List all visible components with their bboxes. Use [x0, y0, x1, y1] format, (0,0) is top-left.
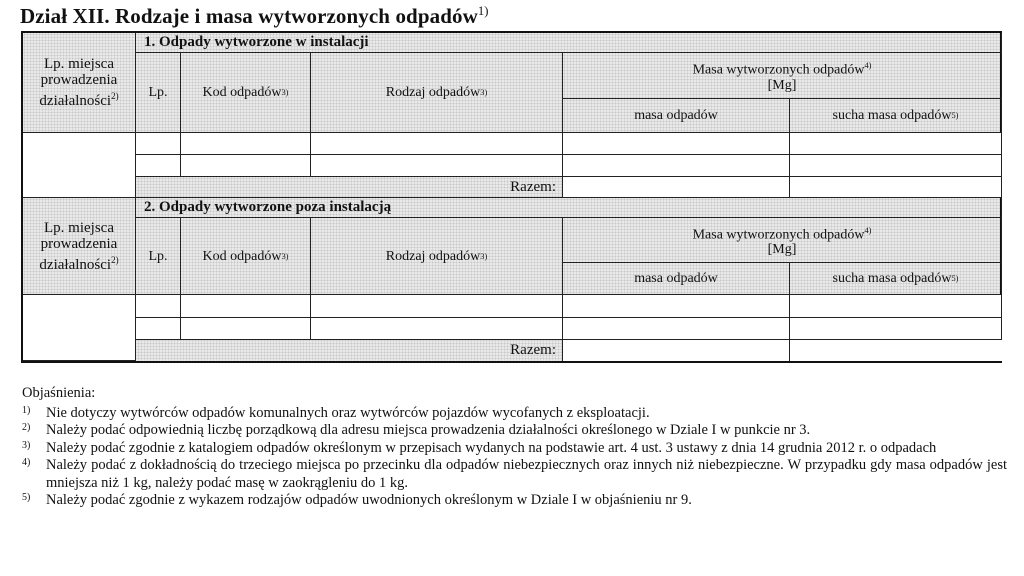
- row1-kod-input[interactable]: [181, 133, 311, 155]
- col-sucha-2: sucha masa odpadów 5): [790, 263, 1002, 295]
- row4-sucha-input[interactable]: [790, 318, 1002, 340]
- explanation-number: 3): [22, 439, 31, 451]
- explanation-number: 4): [22, 457, 31, 468]
- row1-masa-input[interactable]: [563, 133, 790, 155]
- col-kod-2: Kod odpadów 3): [181, 218, 311, 295]
- row3-lp-input[interactable]: [136, 295, 181, 318]
- explanation-item: [22, 422, 1007, 440]
- row3-rodzaj-input[interactable]: [311, 295, 563, 318]
- row2-rodzaj-input[interactable]: [311, 155, 563, 177]
- row2-masa-input[interactable]: [563, 155, 790, 177]
- col-kod-1: Kod odpadów 3): [181, 53, 311, 133]
- row4-lp-input[interactable]: [136, 318, 181, 340]
- explanation-item: [22, 440, 1007, 458]
- row4-kod-input[interactable]: [181, 318, 311, 340]
- col-masa-1: Masa wytworzonych odpadów$^{4)}$ [Mg]: [563, 53, 1002, 99]
- explanation-number: 1): [22, 404, 31, 416]
- title-footnote-ref: 1): [477, 4, 489, 18]
- explanation-text: Należy podać zgodnie z katalogiem odpadów określonym w przepisach wydanych na podstawie art. 4 ust. 3 ustawy z dnia 14 grudnia 2012 r. o odpadach: [46, 439, 937, 456]
- col-rodzaj-1: Rodzaj odpadów 3): [311, 53, 563, 133]
- explanations-heading: Objaśnienia:: [22, 385, 96, 401]
- row3-masa-input[interactable]: [563, 295, 790, 318]
- left-label-1-line2: prowadzenia: [40, 72, 118, 88]
- razem-masa-input-2[interactable]: [563, 340, 790, 361]
- explanation-item: [22, 457, 1007, 492]
- section-title-text: Dział XII. Rodzaje i masa wytworzonych odpadów: [20, 4, 478, 28]
- row4-rodzaj-input[interactable]: [311, 318, 563, 340]
- lp-input-2[interactable]: [23, 295, 136, 361]
- explanation-text: Należy podać zgodnie z wykazem rodzajów odpadów uwodnionych określonym w Dziale I w objaśnieniu nr 9.: [46, 492, 692, 508]
- section-1-heading: 1. Odpady wytworzone w instalacji: [136, 33, 1002, 53]
- row1-sucha-input[interactable]: [790, 133, 1002, 155]
- explanation-item: [22, 405, 1007, 423]
- explanation-text: Nie dotyczy wytwórców odpadów komunalnych oraz wytwórców pojazdów wycofanych z eksploatacji.: [46, 404, 650, 421]
- row3-sucha-input[interactable]: [790, 295, 1002, 318]
- left-label-1-line1: Lp. miejsca: [44, 56, 114, 72]
- row1-lp-input[interactable]: [136, 133, 181, 155]
- col-rodzaj-2: Rodzaj odpadów 3): [311, 218, 563, 295]
- row1-rodzaj-input[interactable]: [311, 133, 563, 155]
- left-label-1: Lp. miejsca prowadzenia działalności$^{2)}$: [23, 33, 136, 133]
- row4-masa-input[interactable]: [563, 318, 790, 340]
- explanation-item: [22, 492, 1007, 510]
- left-label-1-line3: działalności: [39, 93, 112, 109]
- razem-label-2: Razem:: [136, 340, 563, 361]
- explanation-number: 2): [22, 422, 31, 433]
- explanation-text: Należy podać odpowiednią liczbę porządkową dla adresu miejsca prowadzenia działalności określonego w Dziale I w punkcie nr 3.: [46, 422, 811, 438]
- razem-masa-input-1[interactable]: [563, 177, 790, 198]
- razem-label-1: Razem:: [136, 177, 563, 198]
- col-masa-2: Masa wytworzonych odpadów$^{4)}$ [Mg]: [563, 218, 1002, 263]
- razem-sucha-input-1[interactable]: [790, 177, 1002, 198]
- section-title: [20, 4, 489, 29]
- row2-lp-input[interactable]: [136, 155, 181, 177]
- row2-kod-input[interactable]: [181, 155, 311, 177]
- col-masa-odpadow-1: masa odpadów: [563, 99, 790, 133]
- razem-sucha-input-2[interactable]: [790, 340, 1002, 361]
- explanations: [22, 385, 1007, 510]
- col-lp-2: Lp.: [136, 218, 181, 295]
- left-label-2: Lp. miejsca prowadzenia działalności$^{2)}$: [23, 198, 136, 295]
- col-lp-1: Lp.: [136, 53, 181, 133]
- col-masa-odpadow-2: masa odpadów: [563, 263, 790, 295]
- section-2-heading: 2. Odpady wytworzone poza instalacją: [136, 198, 1002, 218]
- explanation-number: 5): [22, 492, 31, 503]
- waste-table: [21, 31, 1002, 363]
- row3-kod-input[interactable]: [181, 295, 311, 318]
- row2-sucha-input[interactable]: [790, 155, 1002, 177]
- explanation-text: Należy podać z dokładnością do trzeciego miejsca po przecinku dla odpadów niebezpiecznych oraz innych niż niebezpieczne. W przypadku gdy masa odpadów jest mniejsza niż 1 kg, należy podać masę w zaokrągleniu do 1 kg.: [46, 457, 1007, 491]
- lp-input-1[interactable]: [23, 133, 136, 198]
- col-sucha-1: sucha masa odpadów 5): [790, 99, 1002, 133]
